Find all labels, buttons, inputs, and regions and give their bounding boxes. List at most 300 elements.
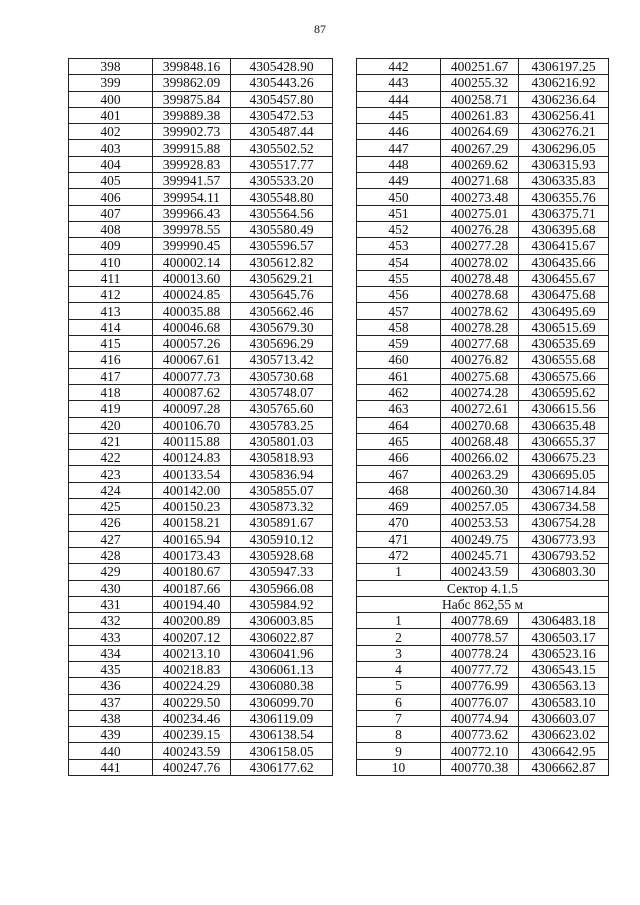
x-coordinate: 400229.50 — [153, 694, 231, 710]
point-number: 445 — [357, 107, 441, 123]
point-number: 429 — [69, 564, 153, 580]
table-row — [357, 173, 609, 189]
y-coordinate: 4305564.56 — [231, 205, 333, 221]
x-coordinate: 400158.21 — [153, 515, 231, 531]
y-coordinate: 4306515.69 — [519, 319, 609, 335]
table-row — [69, 417, 333, 433]
table-row — [69, 368, 333, 384]
point-number: 444 — [357, 91, 441, 107]
y-coordinate: 4306642.95 — [519, 743, 609, 759]
x-coordinate: 400249.75 — [441, 531, 519, 547]
x-coordinate: 400251.67 — [441, 59, 519, 75]
point-number: 422 — [69, 450, 153, 466]
point-number: 415 — [69, 336, 153, 352]
table-row — [69, 75, 333, 91]
point-number: 426 — [69, 515, 153, 531]
x-coordinate: 400776.99 — [441, 678, 519, 694]
x-coordinate: 400275.68 — [441, 368, 519, 384]
x-coordinate: 400180.67 — [153, 564, 231, 580]
y-coordinate: 4306158.05 — [231, 743, 333, 759]
table-row — [357, 759, 609, 775]
x-coordinate: 400776.07 — [441, 694, 519, 710]
table-row — [69, 678, 333, 694]
x-coordinate: 400106.70 — [153, 417, 231, 433]
x-coordinate: 400274.28 — [441, 384, 519, 400]
table-row — [357, 482, 609, 498]
x-coordinate: 400067.61 — [153, 352, 231, 368]
coordinates-table-right — [356, 58, 609, 776]
x-coordinate: 400273.48 — [441, 189, 519, 205]
table-row — [357, 694, 609, 710]
point-number: 449 — [357, 173, 441, 189]
y-coordinate: 4306662.87 — [519, 759, 609, 775]
point-number: 421 — [69, 433, 153, 449]
x-coordinate: 400142.00 — [153, 482, 231, 498]
table-row — [357, 645, 609, 661]
x-coordinate: 399875.84 — [153, 91, 231, 107]
point-number: 452 — [357, 221, 441, 237]
point-number: 7 — [357, 710, 441, 726]
y-coordinate: 4305629.21 — [231, 270, 333, 286]
x-coordinate: 400770.38 — [441, 759, 519, 775]
y-coordinate: 4305696.29 — [231, 336, 333, 352]
point-number: 460 — [357, 352, 441, 368]
sector-subtitle-row — [357, 596, 609, 612]
sector-header — [357, 580, 609, 613]
x-coordinate: 400278.48 — [441, 270, 519, 286]
point-number: 464 — [357, 417, 441, 433]
point-number: 6 — [357, 694, 441, 710]
x-coordinate: 400258.71 — [441, 91, 519, 107]
table-row — [357, 629, 609, 645]
y-coordinate: 4306773.93 — [519, 531, 609, 547]
sector-title-row — [357, 580, 609, 596]
table-row — [357, 221, 609, 237]
y-coordinate: 4305713.42 — [231, 352, 333, 368]
point-number: 462 — [357, 384, 441, 400]
x-coordinate: 400213.10 — [153, 645, 231, 661]
table-row — [357, 238, 609, 254]
x-coordinate: 400255.32 — [441, 75, 519, 91]
table-row — [357, 189, 609, 205]
table-row — [69, 482, 333, 498]
table-row — [357, 287, 609, 303]
x-coordinate: 399889.38 — [153, 107, 231, 123]
sector-title: Сектор 4.1.5 — [357, 580, 609, 596]
table-row — [357, 401, 609, 417]
table-row — [357, 743, 609, 759]
table-row — [357, 59, 609, 75]
y-coordinate: 4306375.71 — [519, 205, 609, 221]
table-row — [69, 515, 333, 531]
y-coordinate: 4306003.85 — [231, 613, 333, 629]
x-coordinate: 400266.02 — [441, 450, 519, 466]
point-number: 419 — [69, 401, 153, 417]
y-coordinate: 4305765.60 — [231, 401, 333, 417]
x-coordinate: 400077.73 — [153, 368, 231, 384]
table-row — [357, 254, 609, 270]
x-coordinate: 400276.82 — [441, 352, 519, 368]
table-row — [357, 499, 609, 515]
y-coordinate: 4305836.94 — [231, 466, 333, 482]
y-coordinate: 4306296.05 — [519, 140, 609, 156]
table-row — [69, 401, 333, 417]
y-coordinate: 4306803.30 — [519, 564, 609, 580]
y-coordinate: 4306276.21 — [519, 124, 609, 140]
y-coordinate: 4305855.07 — [231, 482, 333, 498]
table-row — [357, 710, 609, 726]
point-number: 412 — [69, 287, 153, 303]
point-number: 446 — [357, 124, 441, 140]
point-number: 436 — [69, 678, 153, 694]
table-row — [357, 515, 609, 531]
x-coordinate: 400778.57 — [441, 629, 519, 645]
y-coordinate: 4306197.25 — [519, 59, 609, 75]
table-row — [69, 59, 333, 75]
y-coordinate: 4306535.69 — [519, 336, 609, 352]
point-number: 439 — [69, 727, 153, 743]
point-number: 413 — [69, 303, 153, 319]
x-coordinate: 400035.88 — [153, 303, 231, 319]
table-row — [357, 564, 609, 580]
point-number: 453 — [357, 238, 441, 254]
x-coordinate: 399990.45 — [153, 238, 231, 254]
y-coordinate: 4306563.13 — [519, 678, 609, 694]
table-row — [357, 661, 609, 677]
y-coordinate: 4306583.10 — [519, 694, 609, 710]
x-coordinate: 400165.94 — [153, 531, 231, 547]
x-coordinate: 400187.66 — [153, 580, 231, 596]
table-row — [69, 547, 333, 563]
y-coordinate: 4306523.16 — [519, 645, 609, 661]
x-coordinate: 399941.57 — [153, 173, 231, 189]
x-coordinate: 400278.02 — [441, 254, 519, 270]
table-row — [357, 303, 609, 319]
point-number: 440 — [69, 743, 153, 759]
table-row — [357, 270, 609, 286]
table-row — [69, 336, 333, 352]
x-coordinate: 400278.68 — [441, 287, 519, 303]
coordinates-table-left — [68, 58, 333, 776]
table-row — [69, 694, 333, 710]
y-coordinate: 4305984.92 — [231, 596, 333, 612]
y-coordinate: 4306455.67 — [519, 270, 609, 286]
table-row — [69, 499, 333, 515]
point-number: 424 — [69, 482, 153, 498]
point-number: 417 — [69, 368, 153, 384]
point-number: 10 — [357, 759, 441, 775]
point-number: 454 — [357, 254, 441, 270]
y-coordinate: 4305533.20 — [231, 173, 333, 189]
point-number: 430 — [69, 580, 153, 596]
sector-subtitle: Набс 862,55 м — [357, 596, 609, 612]
y-coordinate: 4306022.87 — [231, 629, 333, 645]
x-coordinate: 400264.69 — [441, 124, 519, 140]
y-coordinate: 4306216.92 — [519, 75, 609, 91]
y-coordinate: 4306119.09 — [231, 710, 333, 726]
y-coordinate: 4305487.44 — [231, 124, 333, 140]
x-coordinate: 400276.28 — [441, 221, 519, 237]
y-coordinate: 4305947.33 — [231, 564, 333, 580]
x-coordinate: 400778.69 — [441, 613, 519, 629]
x-coordinate: 400243.59 — [153, 743, 231, 759]
y-coordinate: 4306714.84 — [519, 482, 609, 498]
table-row — [357, 613, 609, 629]
table-row — [357, 678, 609, 694]
y-coordinate: 4305783.25 — [231, 417, 333, 433]
x-coordinate: 400268.48 — [441, 433, 519, 449]
point-number: 399 — [69, 75, 153, 91]
table-row — [357, 547, 609, 563]
point-number: 405 — [69, 173, 153, 189]
coordinates-table-right-body — [357, 59, 609, 581]
y-coordinate: 4305873.32 — [231, 499, 333, 515]
point-number: 442 — [357, 59, 441, 75]
point-number: 463 — [357, 401, 441, 417]
table-row — [69, 287, 333, 303]
x-coordinate: 400173.43 — [153, 547, 231, 563]
x-coordinate: 400253.53 — [441, 515, 519, 531]
point-number: 1 — [357, 564, 441, 580]
point-number: 2 — [357, 629, 441, 645]
x-coordinate: 400260.30 — [441, 482, 519, 498]
point-number: 433 — [69, 629, 153, 645]
point-number: 409 — [69, 238, 153, 254]
table-row — [357, 433, 609, 449]
table-row — [69, 661, 333, 677]
y-coordinate: 4305730.68 — [231, 368, 333, 384]
y-coordinate: 4306623.02 — [519, 727, 609, 743]
x-coordinate: 400267.29 — [441, 140, 519, 156]
point-number: 438 — [69, 710, 153, 726]
point-number: 410 — [69, 254, 153, 270]
x-coordinate: 400024.85 — [153, 287, 231, 303]
point-number: 466 — [357, 450, 441, 466]
table-row — [69, 156, 333, 172]
point-number: 8 — [357, 727, 441, 743]
table-row — [69, 238, 333, 254]
point-number: 420 — [69, 417, 153, 433]
x-coordinate: 400773.62 — [441, 727, 519, 743]
y-coordinate: 4306495.69 — [519, 303, 609, 319]
x-coordinate: 400772.10 — [441, 743, 519, 759]
x-coordinate: 400243.59 — [441, 564, 519, 580]
y-coordinate: 4306575.66 — [519, 368, 609, 384]
x-coordinate: 400046.68 — [153, 319, 231, 335]
y-coordinate: 4306595.62 — [519, 384, 609, 400]
x-coordinate: 399954.11 — [153, 189, 231, 205]
y-coordinate: 4306695.05 — [519, 466, 609, 482]
x-coordinate: 400133.54 — [153, 466, 231, 482]
table-row — [357, 531, 609, 547]
table-row — [69, 303, 333, 319]
table-row — [357, 450, 609, 466]
x-coordinate: 400277.68 — [441, 336, 519, 352]
y-coordinate: 4306615.56 — [519, 401, 609, 417]
table-row — [69, 140, 333, 156]
point-number: 448 — [357, 156, 441, 172]
x-coordinate: 400270.68 — [441, 417, 519, 433]
point-number: 470 — [357, 515, 441, 531]
y-coordinate: 4305891.67 — [231, 515, 333, 531]
y-coordinate: 4306177.62 — [231, 759, 333, 775]
y-coordinate: 4306415.67 — [519, 238, 609, 254]
point-number: 408 — [69, 221, 153, 237]
x-coordinate: 400257.05 — [441, 499, 519, 515]
table-row — [69, 221, 333, 237]
table-row — [69, 270, 333, 286]
table-row — [357, 368, 609, 384]
y-coordinate: 4305472.53 — [231, 107, 333, 123]
y-coordinate: 4305928.68 — [231, 547, 333, 563]
table-row — [357, 336, 609, 352]
x-coordinate: 400002.14 — [153, 254, 231, 270]
y-coordinate: 4306543.15 — [519, 661, 609, 677]
point-number: 418 — [69, 384, 153, 400]
table-row — [357, 384, 609, 400]
point-number: 400 — [69, 91, 153, 107]
point-number: 411 — [69, 270, 153, 286]
x-coordinate: 400087.62 — [153, 384, 231, 400]
table-row — [357, 124, 609, 140]
table-row — [69, 450, 333, 466]
table-row — [357, 352, 609, 368]
y-coordinate: 4305818.93 — [231, 450, 333, 466]
x-coordinate: 399928.83 — [153, 156, 231, 172]
table-row — [357, 466, 609, 482]
point-number: 401 — [69, 107, 153, 123]
point-number: 423 — [69, 466, 153, 482]
x-coordinate: 400247.76 — [153, 759, 231, 775]
y-coordinate: 4305428.90 — [231, 59, 333, 75]
table-row — [357, 319, 609, 335]
y-coordinate: 4305502.52 — [231, 140, 333, 156]
point-number: 471 — [357, 531, 441, 547]
y-coordinate: 4305580.49 — [231, 221, 333, 237]
x-coordinate: 400272.61 — [441, 401, 519, 417]
y-coordinate: 4306475.68 — [519, 287, 609, 303]
x-coordinate: 400013.60 — [153, 270, 231, 286]
y-coordinate: 4306635.48 — [519, 417, 609, 433]
x-coordinate: 399848.16 — [153, 59, 231, 75]
table-row — [69, 466, 333, 482]
y-coordinate: 4306236.64 — [519, 91, 609, 107]
point-number: 455 — [357, 270, 441, 286]
table-row — [69, 352, 333, 368]
point-number: 425 — [69, 499, 153, 515]
x-coordinate: 400777.72 — [441, 661, 519, 677]
point-number: 468 — [357, 482, 441, 498]
y-coordinate: 4306355.76 — [519, 189, 609, 205]
coordinates-table-left-body — [69, 59, 333, 776]
point-number: 451 — [357, 205, 441, 221]
point-number: 458 — [357, 319, 441, 335]
point-number: 467 — [357, 466, 441, 482]
x-coordinate: 400115.88 — [153, 433, 231, 449]
point-number: 443 — [357, 75, 441, 91]
point-number: 472 — [357, 547, 441, 563]
table-row — [69, 759, 333, 775]
y-coordinate: 4305517.77 — [231, 156, 333, 172]
x-coordinate: 399978.55 — [153, 221, 231, 237]
x-coordinate: 400278.62 — [441, 303, 519, 319]
point-number: 416 — [69, 352, 153, 368]
point-number: 1 — [357, 613, 441, 629]
table-row — [69, 91, 333, 107]
table-row — [357, 417, 609, 433]
x-coordinate: 400224.29 — [153, 678, 231, 694]
sector-coordinates-body — [357, 613, 609, 776]
page-number: 87 — [314, 22, 326, 36]
point-number: 402 — [69, 124, 153, 140]
point-number: 469 — [357, 499, 441, 515]
point-number: 9 — [357, 743, 441, 759]
y-coordinate: 4306655.37 — [519, 433, 609, 449]
y-coordinate: 4306061.13 — [231, 661, 333, 677]
table-row — [357, 205, 609, 221]
y-coordinate: 4305801.03 — [231, 433, 333, 449]
y-coordinate: 4306080.38 — [231, 678, 333, 694]
x-coordinate: 400194.40 — [153, 596, 231, 612]
y-coordinate: 4305910.12 — [231, 531, 333, 547]
table-row — [357, 727, 609, 743]
x-coordinate: 400271.68 — [441, 173, 519, 189]
y-coordinate: 4306754.28 — [519, 515, 609, 531]
point-number: 456 — [357, 287, 441, 303]
x-coordinate: 399966.43 — [153, 205, 231, 221]
x-coordinate: 400774.94 — [441, 710, 519, 726]
point-number: 447 — [357, 140, 441, 156]
table-row — [69, 645, 333, 661]
x-coordinate: 400278.28 — [441, 319, 519, 335]
point-number: 4 — [357, 661, 441, 677]
x-coordinate: 400275.01 — [441, 205, 519, 221]
x-coordinate: 399915.88 — [153, 140, 231, 156]
point-number: 427 — [69, 531, 153, 547]
table-row — [69, 564, 333, 580]
y-coordinate: 4305662.46 — [231, 303, 333, 319]
x-coordinate: 400124.83 — [153, 450, 231, 466]
y-coordinate: 4306041.96 — [231, 645, 333, 661]
point-number: 450 — [357, 189, 441, 205]
x-coordinate: 400057.26 — [153, 336, 231, 352]
y-coordinate: 4306256.41 — [519, 107, 609, 123]
y-coordinate: 4305443.26 — [231, 75, 333, 91]
x-coordinate: 400207.12 — [153, 629, 231, 645]
table-row — [69, 254, 333, 270]
x-coordinate: 400234.46 — [153, 710, 231, 726]
table-row — [69, 596, 333, 612]
y-coordinate: 4305679.30 — [231, 319, 333, 335]
point-number: 434 — [69, 645, 153, 661]
y-coordinate: 4306734.58 — [519, 499, 609, 515]
x-coordinate: 400277.28 — [441, 238, 519, 254]
y-coordinate: 4306483.18 — [519, 613, 609, 629]
x-coordinate: 400097.28 — [153, 401, 231, 417]
y-coordinate: 4306603.07 — [519, 710, 609, 726]
y-coordinate: 4305645.76 — [231, 287, 333, 303]
point-number: 441 — [69, 759, 153, 775]
point-number: 407 — [69, 205, 153, 221]
y-coordinate: 4306555.68 — [519, 352, 609, 368]
table-row — [357, 91, 609, 107]
y-coordinate: 4305612.82 — [231, 254, 333, 270]
x-coordinate: 400261.83 — [441, 107, 519, 123]
point-number: 5 — [357, 678, 441, 694]
x-coordinate: 400269.62 — [441, 156, 519, 172]
point-number: 431 — [69, 596, 153, 612]
y-coordinate: 4305457.80 — [231, 91, 333, 107]
